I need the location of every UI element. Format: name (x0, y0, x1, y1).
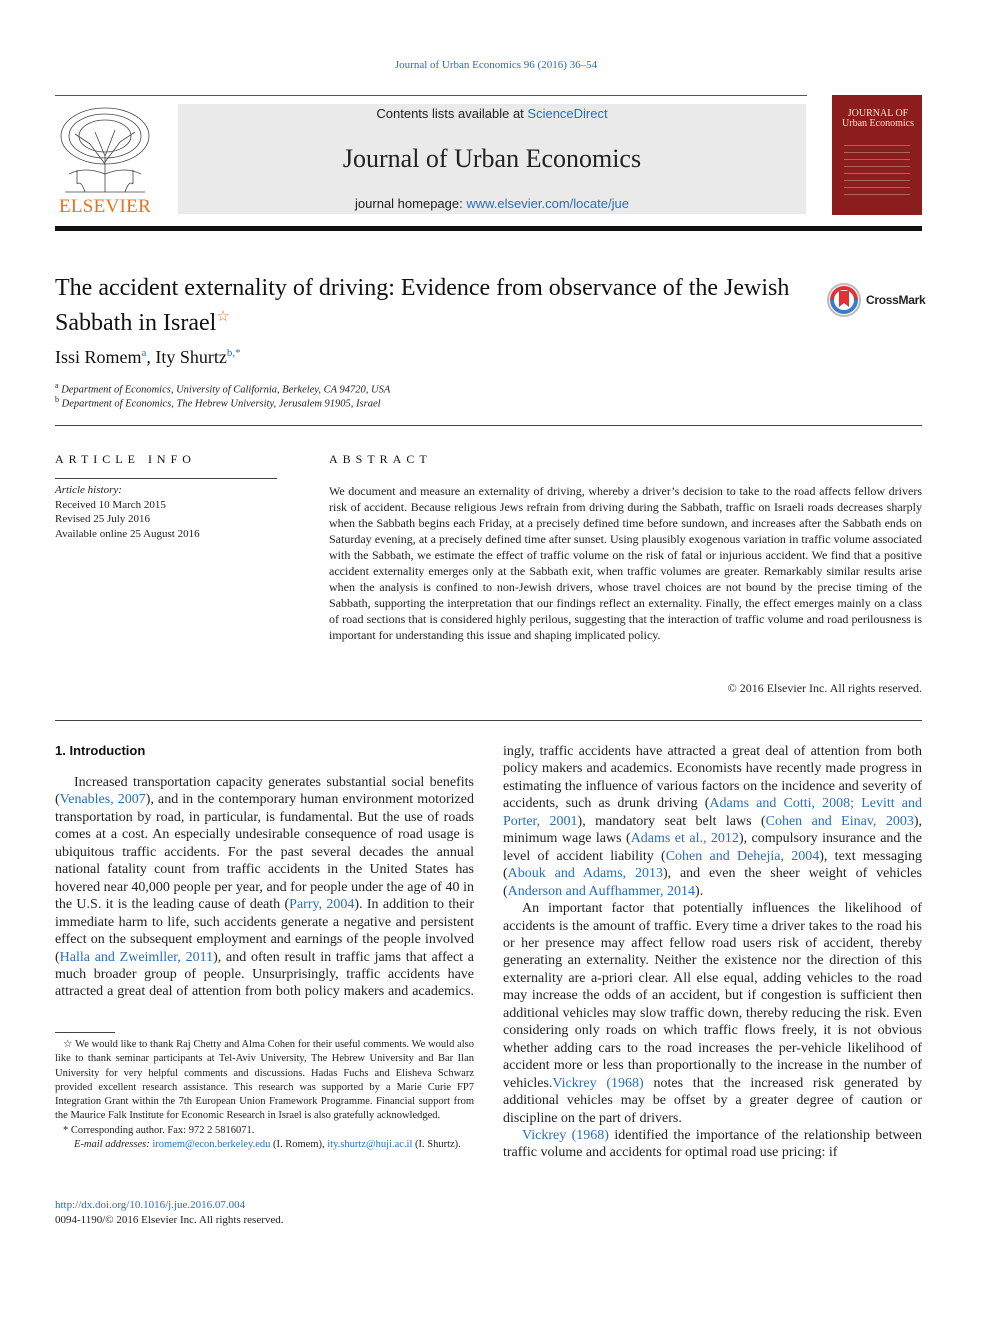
article-footer (55, 1198, 284, 1227)
reference-link[interactable]: Venables, 2007 (59, 792, 146, 808)
body-text-run: ). In addition to their immediate harm to life, such accidents generate a negative and persistent effect on the subsequent employment and earnings of the people involved ( (55, 897, 474, 965)
author-separator: , (146, 347, 156, 367)
affiliation (55, 395, 381, 410)
footnotes (55, 1038, 474, 1152)
body-text-run: ), minimum wage laws ( (503, 813, 922, 847)
issn-line: 0094-1190/© 2016 Elsevier Inc. All rights reserved. (55, 1213, 284, 1226)
affiliation (55, 381, 390, 396)
doi-link[interactable]: http://dx.doi.org/10.1016/j.jue.2016.07.004 (55, 1199, 246, 1211)
email-owner: (I. Romem), (270, 1139, 328, 1151)
cover-contents-lines (844, 145, 910, 201)
header-top-rule (55, 95, 807, 96)
reference-link[interactable]: Cohen and Dehejia, 2004 (665, 848, 820, 864)
author-list (55, 347, 241, 368)
author-affil-marker[interactable]: a (141, 347, 147, 359)
body-text-run: ). (695, 883, 704, 899)
body-column-right (503, 743, 922, 1162)
affiliation-marker: b (55, 395, 59, 404)
abstract-rule (55, 720, 922, 721)
cover-title: JOURNAL OF Urban Economics (842, 108, 914, 129)
reference-link[interactable]: Adams and Cotti, 2008; Levitt and Porter, 2001 (503, 796, 922, 829)
body-text-run: ingly, traffic accidents have attracted a great deal of attention from both policy makers and academics. Economists have recently made progress in estimating the influence of various factors on the incidence and severity of accidents, such as drunk driving ( (503, 744, 922, 812)
homepage-link[interactable]: www.elsevier.com/locate/jue (466, 196, 629, 211)
email-link[interactable]: ity.shurtz@huji.ac.il (327, 1139, 413, 1151)
author-name[interactable]: Issi Romem (55, 347, 142, 367)
homepage-prefix: journal homepage: (355, 196, 467, 211)
body-text-run: ), and often result in traffic jams that affect a much broader group of people. Unsurprisingly, traffic accidents have attracted a great deal of attention from both policy makers and academics. (55, 949, 474, 1000)
reference-link[interactable]: Cohen and Einav, 2003 (765, 813, 914, 829)
footnote-thanks-text: We would like to thank Raj Chetty and Alma Cohen for their useful comments. We would also like to thank seminar participants at Tel-Aviv University, The Hebrew University and Bar Ilan University for very helpful comments and discussions. Hadas Fuchs and Elisheva Schwarz provided excellent research assistance. This research was supported by a Marie Curie FP7 Integration Grant within the 7th European Union Framework Programme. Financial support from the Maurice Falk Institute for Economic Research in Israel is also gratefully acknowledged. (55, 1039, 474, 1122)
body-text-run: notes that the increased risk generated by additional vehicles may be offset by a greater degree of caution or discipline on the part of drivers. (503, 1075, 922, 1126)
body-text-run: ), and even the sheer weight of vehicles ( (503, 866, 922, 899)
article-title-text: The accident externality of driving: Evidence from observance of the Jewish Sabbath in Israel (55, 275, 790, 336)
journal-banner (178, 104, 806, 214)
footnote-corresponding (55, 1124, 474, 1138)
article-history (55, 483, 200, 541)
affiliation-marker: a (55, 381, 59, 390)
sciencedirect-link[interactable]: ScienceDirect (527, 106, 608, 121)
history-received: Received 10 March 2015 (55, 498, 166, 511)
introduction-paragraph (503, 900, 922, 1127)
header-thick-rule (55, 226, 922, 231)
article-title (55, 274, 795, 338)
article-info-rule (55, 478, 277, 479)
affiliation-text: Department of Economics, The Hebrew University, Jerusalem 91905, Israel (61, 398, 381, 410)
body-text-run: ), compulsory insurance and the level of accident liability ( (503, 831, 922, 864)
abstract-heading: ABSTRACT (329, 452, 432, 466)
history-label: Article history: (55, 484, 122, 496)
reference-link[interactable]: Vickrey (1968) (552, 1075, 644, 1091)
body-text-run: An important factor that potentially influences the likelihood of accidents is the amount of traffic. Every time a driver takes to the road his or her presence may affect fellow road users risk of accident, thereby generating an externality. Neither the existence nor the direction of this externality are a-priori clear. All else equal, adding vehicles to the road may increase the odds of an accident, but if congestion is sufficient then additional vehicles may slow traffic down, thereby reducing the risk. Even considering only roads on which traffic flows freely, it is not obvious whether adding cars to the road increases the per-vehicle likelihood of accident more or less than proportionally to the increase in the number of vehicles. (503, 901, 922, 1091)
reference-link[interactable]: Vickrey (1968) (522, 1127, 609, 1143)
section-heading-introduction: 1. Introduction (55, 743, 146, 758)
email-label: E-mail addresses: (74, 1139, 150, 1151)
reference-link[interactable]: Abouk and Adams, 2013 (507, 866, 663, 882)
body-text-run: Increased transportation capacity generates substantial social benefits ( (55, 775, 474, 808)
crossmark-label: CrossMark (866, 293, 926, 307)
reference-link[interactable]: Halla and Zweimller, 2011 (59, 949, 214, 965)
contents-prefix: Contents lists available at (376, 106, 528, 121)
reference-link[interactable]: Adams et al., 2012 (630, 831, 739, 847)
article-info-heading: ARTICLE INFO (55, 452, 196, 466)
homepage-line (178, 196, 806, 211)
reference-link[interactable]: Anderson and Auffhammer, 2014 (507, 883, 696, 899)
affiliation-text: Department of Economics, University of California, Berkeley, CA 94720, USA (61, 384, 391, 396)
introduction-paragraph-continued (503, 743, 922, 900)
reference-link[interactable]: Parry, 2004 (289, 897, 355, 913)
body-text-run: identified the importance of the relationship between traffic volume and accidents for optimal road use pricing: if (503, 1127, 923, 1161)
author-affil-marker[interactable]: b,* (226, 347, 241, 359)
body-column-left (55, 743, 474, 1002)
body-text-run: ), and in the contemporary human environment motorized transportation by road, in particular, is fundamental. But the use of roads comes at a cost. An especially undesirable consequence of road usage is ubiquitous traffic accidents. For the past several decades the annual national fatality count from traffic accidents in the United States has hovered near 40,000 people per year, and for people under the age of 40 in the U.S. it is the leading cause of death ( (55, 792, 474, 913)
journal-cover-thumbnail (832, 95, 922, 215)
author-name[interactable]: Ity Shurtz (155, 347, 227, 367)
title-footnote-star[interactable]: ☆ (216, 309, 230, 325)
body-text-run: ), text messaging ( (503, 848, 923, 882)
footnote-thanks (55, 1038, 474, 1124)
journal-name: Journal of Urban Economics (342, 144, 642, 173)
introduction-paragraph (55, 774, 474, 1002)
abstract-text: We document and measure an externality of driving, whereby a driver’s decision to take to the road affects fellow drivers risk of accident. Because religious Jews refrain from driving during the Sabbath, traffic on Israeli roads decreases sharply when the Sabbath begins each Friday, at a precisely defined time before sundown, and increases after the Sabbath ends on Saturday evening, at a precisely defined time after sunset. Using plausibly exogenous variation in traffic volume associated with the Sabbath, we estimate the effect of traffic volume on the risk of fatal or injurious accident. We find that a positive accident externality emerges only at the Sabbath exit, when traffic volumes are greater. Remarkably similar results arise when the analysis is confined to non-Jewish drivers, whose travel choices are not bound by the precise timing of the Sabbath, supporting the interpretation that our findings reflect an externality. Finally, the effect emerges mainly on a class of road sections that is considered highly perilous, suggesting that the interaction of traffic volume and road perilousness is important for understanding this issue and shaping implicated policy. (329, 484, 922, 642)
abstract-copyright: © 2016 Elsevier Inc. All rights reserved. (727, 681, 922, 695)
footnote-emails (55, 1138, 474, 1152)
email-owner: (I. Shurtz). (412, 1139, 461, 1151)
journal-citation[interactable]: Journal of Urban Economics 96 (2016) 36–54 (394, 59, 598, 71)
footnote-asterisk: * (63, 1124, 69, 1136)
crossmark-icon (826, 282, 862, 318)
body-text-run: ), mandatory seat belt laws ( (577, 813, 766, 829)
footnote-star: ☆ (63, 1039, 73, 1050)
introduction-paragraph (503, 1127, 922, 1162)
crossmark-badge[interactable] (826, 282, 926, 318)
history-revised: Revised 25 July 2016 (55, 513, 151, 525)
footnote-corresponding-text: Corresponding author. Fax: 972 2 5816071. (70, 1124, 255, 1136)
contents-line (178, 106, 806, 121)
elsevier-wordmark: ELSEVIER (58, 196, 152, 217)
email-link[interactable]: iromem@econ.berkeley.edu (152, 1139, 271, 1151)
footnote-rule (55, 1032, 115, 1033)
affiliation-rule (55, 425, 922, 426)
history-available: Available online 25 August 2016 (55, 527, 200, 540)
